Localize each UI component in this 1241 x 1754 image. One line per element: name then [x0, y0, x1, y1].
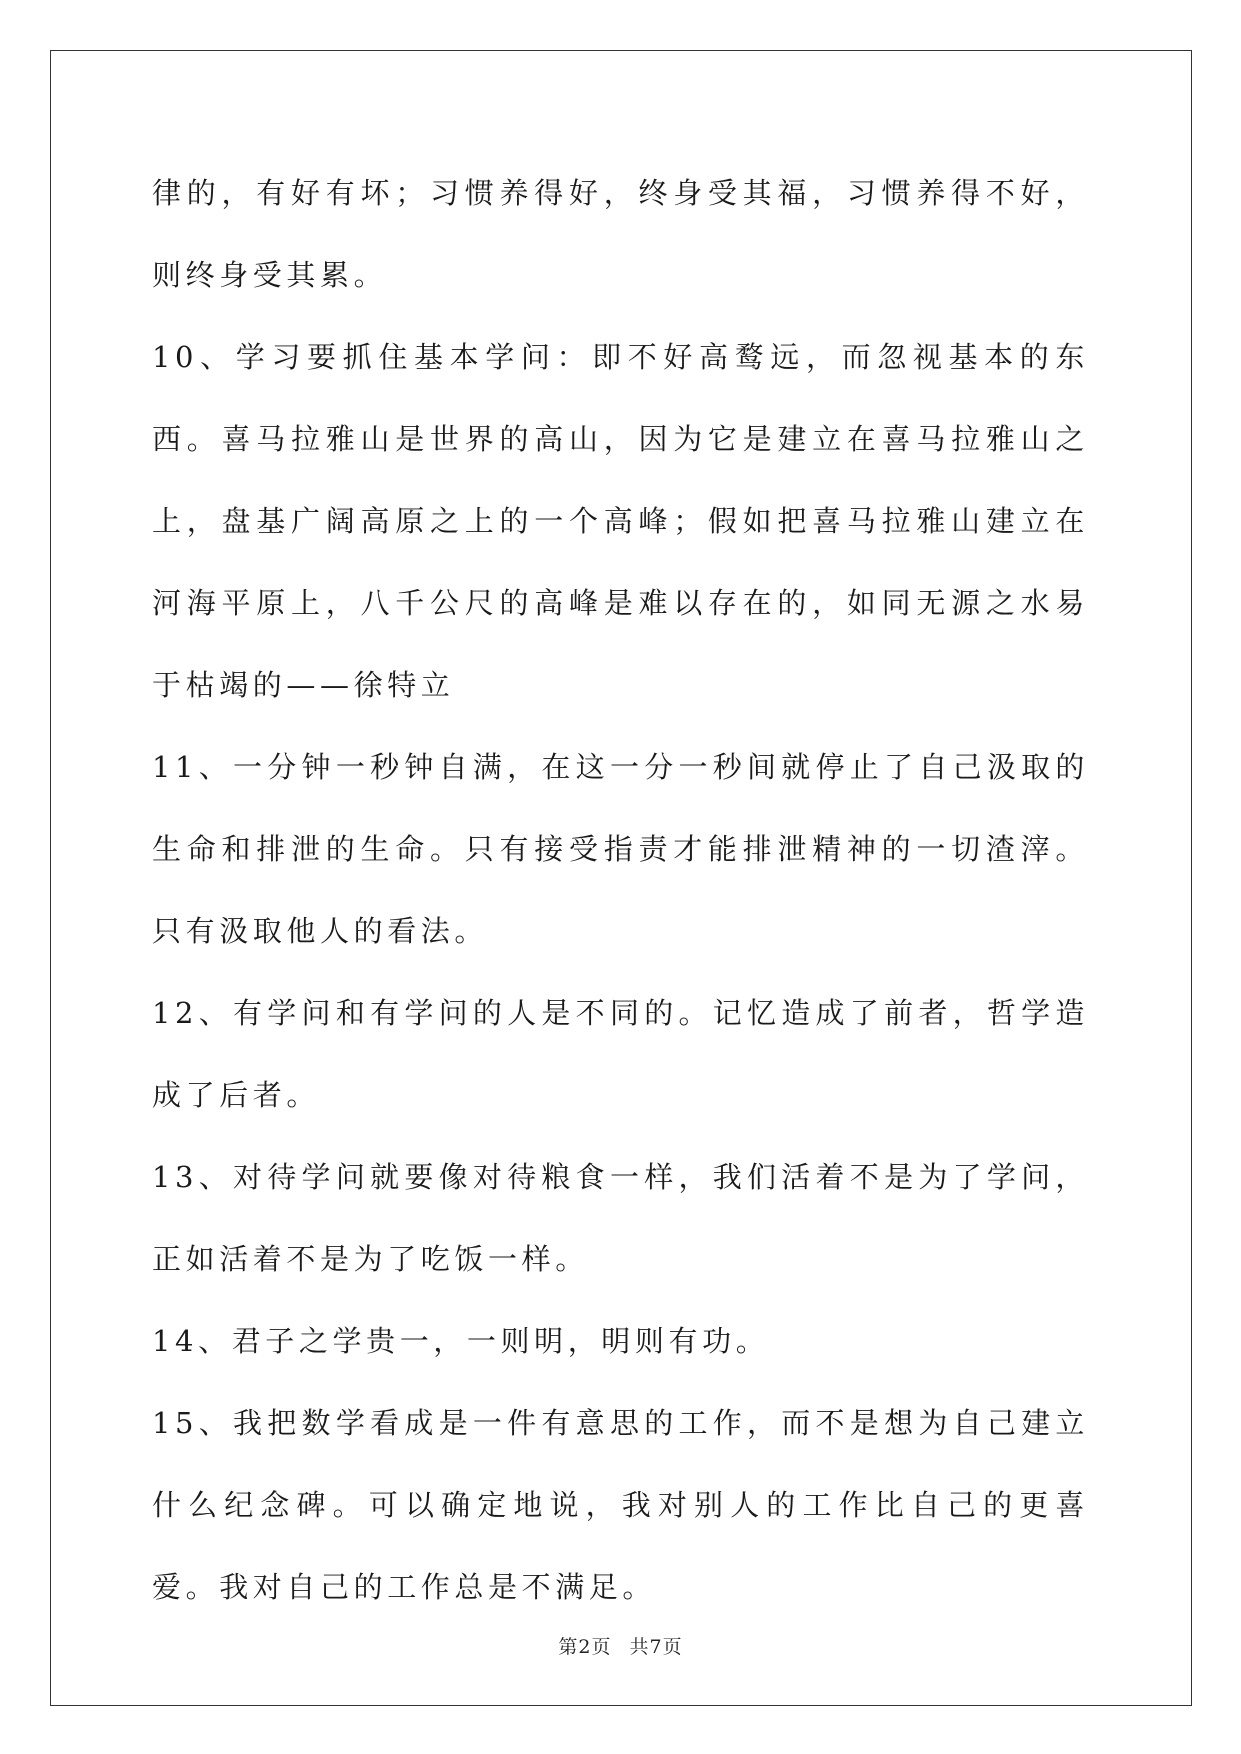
- page-footer: [0, 1632, 1241, 1659]
- paragraph-quote-11: 11、一分钟一秒钟自满，在这一分一秒间就停止了自己汲取的生命和排泄的生命。只有接受指责才能排泄精神的一切渣滓。只有汲取他人的看法。: [152, 750, 1089, 948]
- paragraph-quote-15: 15、我把数学看成是一件有意思的工作，而不是想为自己建立什么纪念碑。可以确定地说，我对别人的工作比自己的更喜爱。我对自己的工作总是不满足。: [152, 1406, 1089, 1604]
- document-body: [152, 152, 1089, 1628]
- paragraph-continued: 律的，有好有坏；习惯养得好，终身受其福，习惯养得不好，则终身受其累。: [152, 176, 1089, 292]
- paragraph-quote-13: 13、对待学问就要像对待粮食一样，我们活着不是为了学问，正如活着不是为了吃饭一样。: [152, 1160, 1089, 1276]
- paragraph-quote-14: 14、君子之学贵一，一则明，明则有功。: [152, 1324, 770, 1358]
- page-number-current: 第2页: [558, 1636, 612, 1658]
- paragraph-quote-10: 10、学习要抓住基本学问：即不好高鹜远，而忽视基本的东西。喜马拉雅山是世界的高山，因为它是建立在喜马拉雅山之上，盘基广阔高原之上的一个高峰；假如把喜马拉雅山建立在河海平原上，八千公尺的高峰是难以存在的，如同无源之水易于枯竭的——徐特立: [152, 340, 1089, 702]
- page-number-total: 共7页: [629, 1636, 683, 1658]
- paragraph-quote-12: 12、有学问和有学问的人是不同的。记忆造成了前者，哲学造成了后者。: [152, 996, 1089, 1112]
